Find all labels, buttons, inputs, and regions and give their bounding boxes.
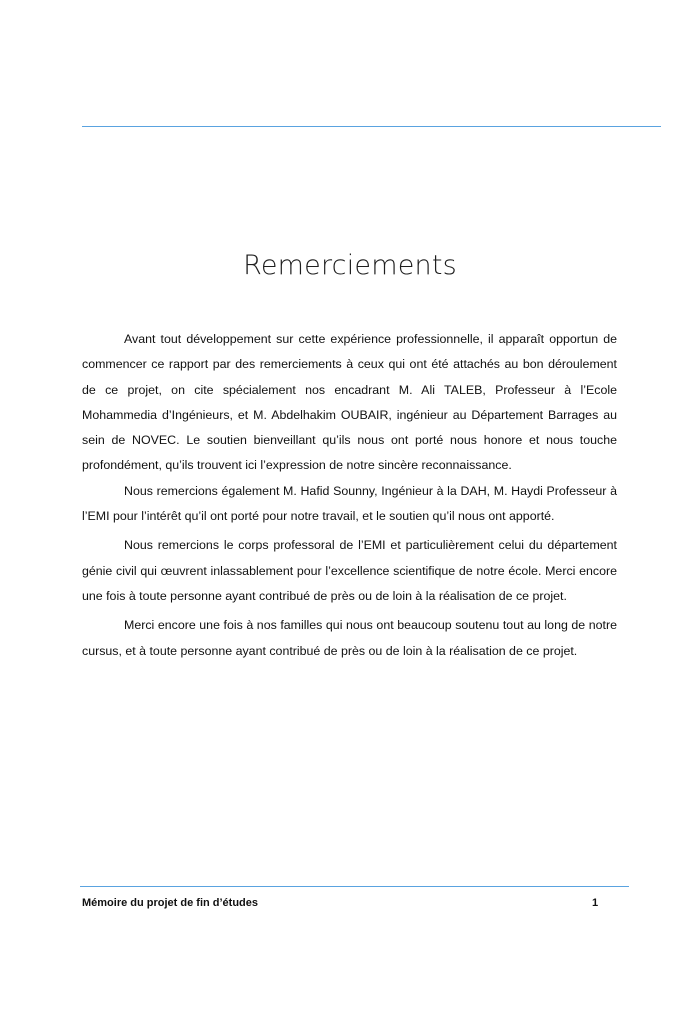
page-number: 1 <box>592 897 599 909</box>
footer-label: Mémoire du projet de fin d’études <box>82 897 259 909</box>
footer-rule <box>80 886 629 887</box>
paragraph-3: Nous remercions le corps professoral de l’EMI et particulièrement celui du département génie civil qui œuvrent inlassablement pour l’excellence scientifique de notre école. Merci encore une fois à toute personne ayant contribué de près ou de loin à la réalisation de ce projet. <box>82 538 617 603</box>
page-title: Remerciements <box>243 250 457 281</box>
acknowledgements-body <box>82 327 617 664</box>
paragraph-2: Nous remercions également M. Hafid Sounny, Ingénieur à la DAH, M. Haydi Professeur à l’EMI pour l’intérêt qu’il ont porté pour notre travail, et le soutien qu’il nous ont apporté. <box>82 483 617 524</box>
header-rule <box>82 126 661 127</box>
paragraph-4: Merci encore une fois à nos familles qui nous ont beaucoup soutenu tout au long de notre cursus, et à toute personne ayant contribué de près ou de loin à la réalisation de ce projet. <box>82 618 617 658</box>
paragraph-1: Avant tout développement sur cette expérience professionnelle, il apparaît opportun de commencer ce rapport par des remerciements à ceux qui ont été attachés au bon déroulement de ce projet, on cite spécialement nos encadrant M. Ali TALEB, Professeur à l’Ecole Mohammedia d’Ingénieurs, et M. Abdelhakim OUBAIR, ingénieur au Département Barrages au sein de NOVEC. Le soutien bienveillant qu’ils nous ont porté nous honore et nous touche profondément, qu’ils trouvent ici l’expression de notre sincère reconnaissance. <box>82 332 617 473</box>
